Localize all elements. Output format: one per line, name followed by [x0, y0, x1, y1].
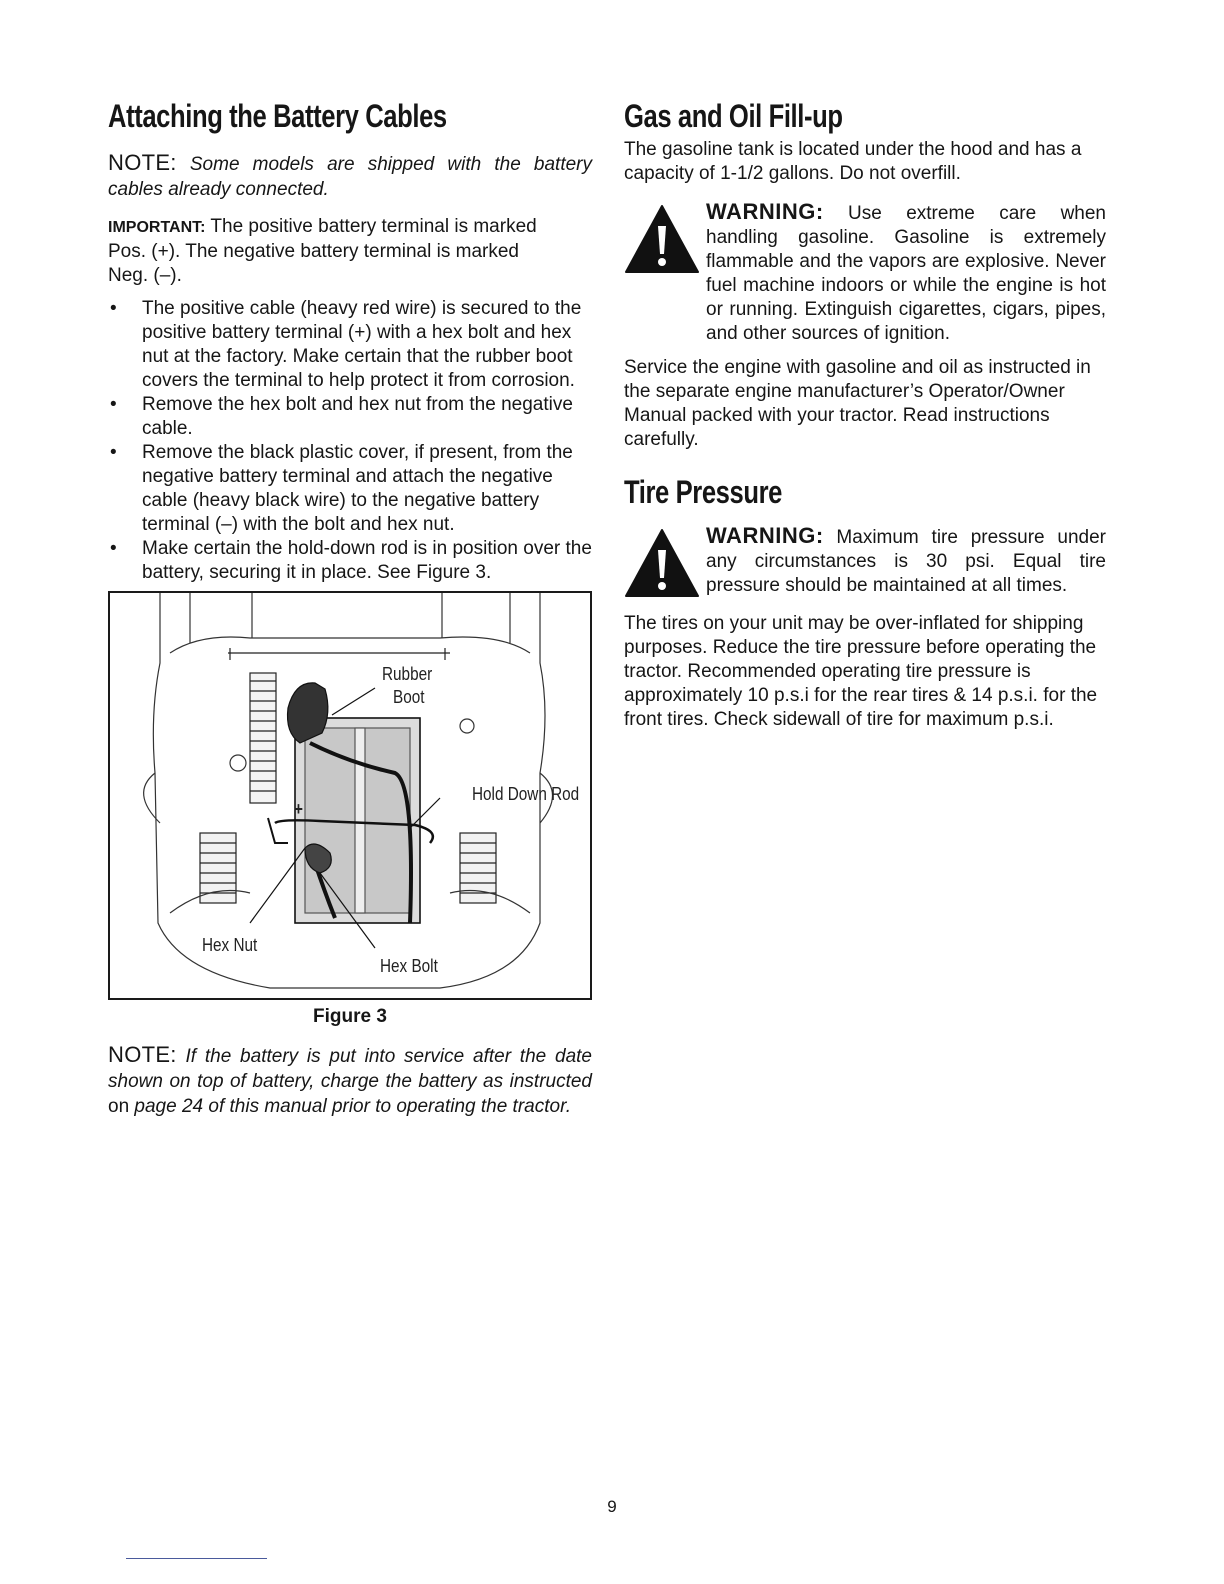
service-paragraph: Service the engine with gasoline and oil as instructed in the separate engine manufacturer’s Operator/Owner Manual packed with your tractor. Read instructions carefully.: [624, 357, 1091, 450]
important-line-1: The positive battery terminal is marked: [205, 216, 537, 237]
tire-warning-text: [706, 524, 1106, 598]
hex-nut-label: Hex Nut: [202, 935, 258, 955]
note-text-2: on: [108, 1096, 135, 1117]
note-label: NOTE:: [108, 1042, 177, 1067]
warning-triangle-icon: [624, 528, 700, 598]
page-number: 9: [607, 1497, 617, 1516]
note-text: Some models are shipped with the battery cables already connected.: [108, 154, 592, 200]
tire-pressure-heading: Tire Pressure: [624, 474, 782, 510]
note-label: NOTE:: [108, 150, 177, 175]
gas-oil-heading: Gas and Oil Fill-up: [624, 98, 843, 134]
warning-body: Maximum tire pressure under any circumstances is 30 psi. Equal tire pressure should be maintained at all times.: [706, 527, 1106, 596]
list-item: [108, 537, 592, 585]
note-service-date: [108, 1042, 592, 1119]
note-preconnected: [108, 150, 592, 202]
warning-label: WARNING:: [706, 199, 824, 224]
hold-down-rod-label: Hold Down Rod: [472, 784, 580, 804]
footer-divider: [126, 1558, 267, 1559]
tire-paragraph: The tires on your unit may be over-inflated for shipping purposes. Reduce the tire pressure before operating the tractor. Recommended operating tire pressure is approximately 10 p.s.i for the rear tires & 14 p.s.i. for the front tires. Check sidewall of tire for maximum p.s.i.: [624, 613, 1098, 730]
hex-bolt-label: Hex Bolt: [380, 956, 438, 976]
left-column: [108, 96, 592, 1119]
gasoline-warning: [624, 200, 1106, 346]
positive-terminal-label: +: [294, 799, 303, 819]
warning-body: Use extreme care when handling gasoline. Gasoline is extremely flammable and the vapors are explosive. Never fuel machine indoors or while the engine is hot or running. Extinguish cigarettes, cigars, pipes, and other sources of ignition.: [706, 203, 1106, 344]
warning-label: WARNING:: [706, 523, 824, 548]
list-item-text: Remove the hex bolt and hex nut from the negative cable.: [142, 394, 573, 439]
note-text-3: page 24 of this manual prior to operating the tractor.: [134, 1096, 571, 1117]
bullet-icon: •: [110, 394, 117, 415]
list-item: [108, 441, 592, 537]
boot-label: Boot: [393, 687, 425, 707]
note-text-1: If the battery is put into service after the date shown on top of battery, charge the battery as instructed: [108, 1046, 592, 1092]
bullet-icon: •: [110, 442, 117, 463]
figure-3-illustration: [108, 591, 592, 1000]
important-line-3: Neg. (–).: [108, 265, 182, 286]
list-item-text: Make certain the hold-down rod is in position over the battery, securing it in place. See Figure 3.: [142, 538, 592, 583]
important-label: IMPORTANT:: [108, 219, 206, 236]
warning-triangle-icon: [624, 204, 700, 274]
rubber-label: Rubber: [382, 664, 433, 684]
list-item: [108, 297, 592, 393]
right-column: [624, 96, 1106, 732]
bullet-icon: •: [110, 538, 117, 559]
list-item-text: The positive cable (heavy red wire) is secured to the positive battery terminal (+) with a hex bolt and hex nut at the factory. Make certain that the rubber boot covers the terminal to help protect it from corrosion.: [142, 298, 582, 391]
battery-steps-list: [108, 297, 592, 585]
important-line-2: Pos. (+). The negative battery terminal is marked: [108, 241, 519, 262]
list-item: [108, 393, 592, 441]
bullet-icon: •: [110, 298, 117, 319]
tire-warning: [624, 524, 1106, 598]
important-paragraph: [108, 215, 592, 288]
gasoline-warning-text: [706, 200, 1106, 346]
gas-intro: The gasoline tank is located under the hood and has a capacity of 1-1/2 gallons. Do not overfill.: [624, 139, 1082, 184]
list-item-text: Remove the black plastic cover, if present, from the negative battery terminal and attach the negative cable (heavy black wire) to the negative battery terminal (–) with the bolt and hex nut.: [142, 442, 573, 535]
battery-cables-heading: Attaching the Battery Cables: [108, 98, 447, 134]
figure-caption: Figure 3: [313, 1006, 387, 1027]
